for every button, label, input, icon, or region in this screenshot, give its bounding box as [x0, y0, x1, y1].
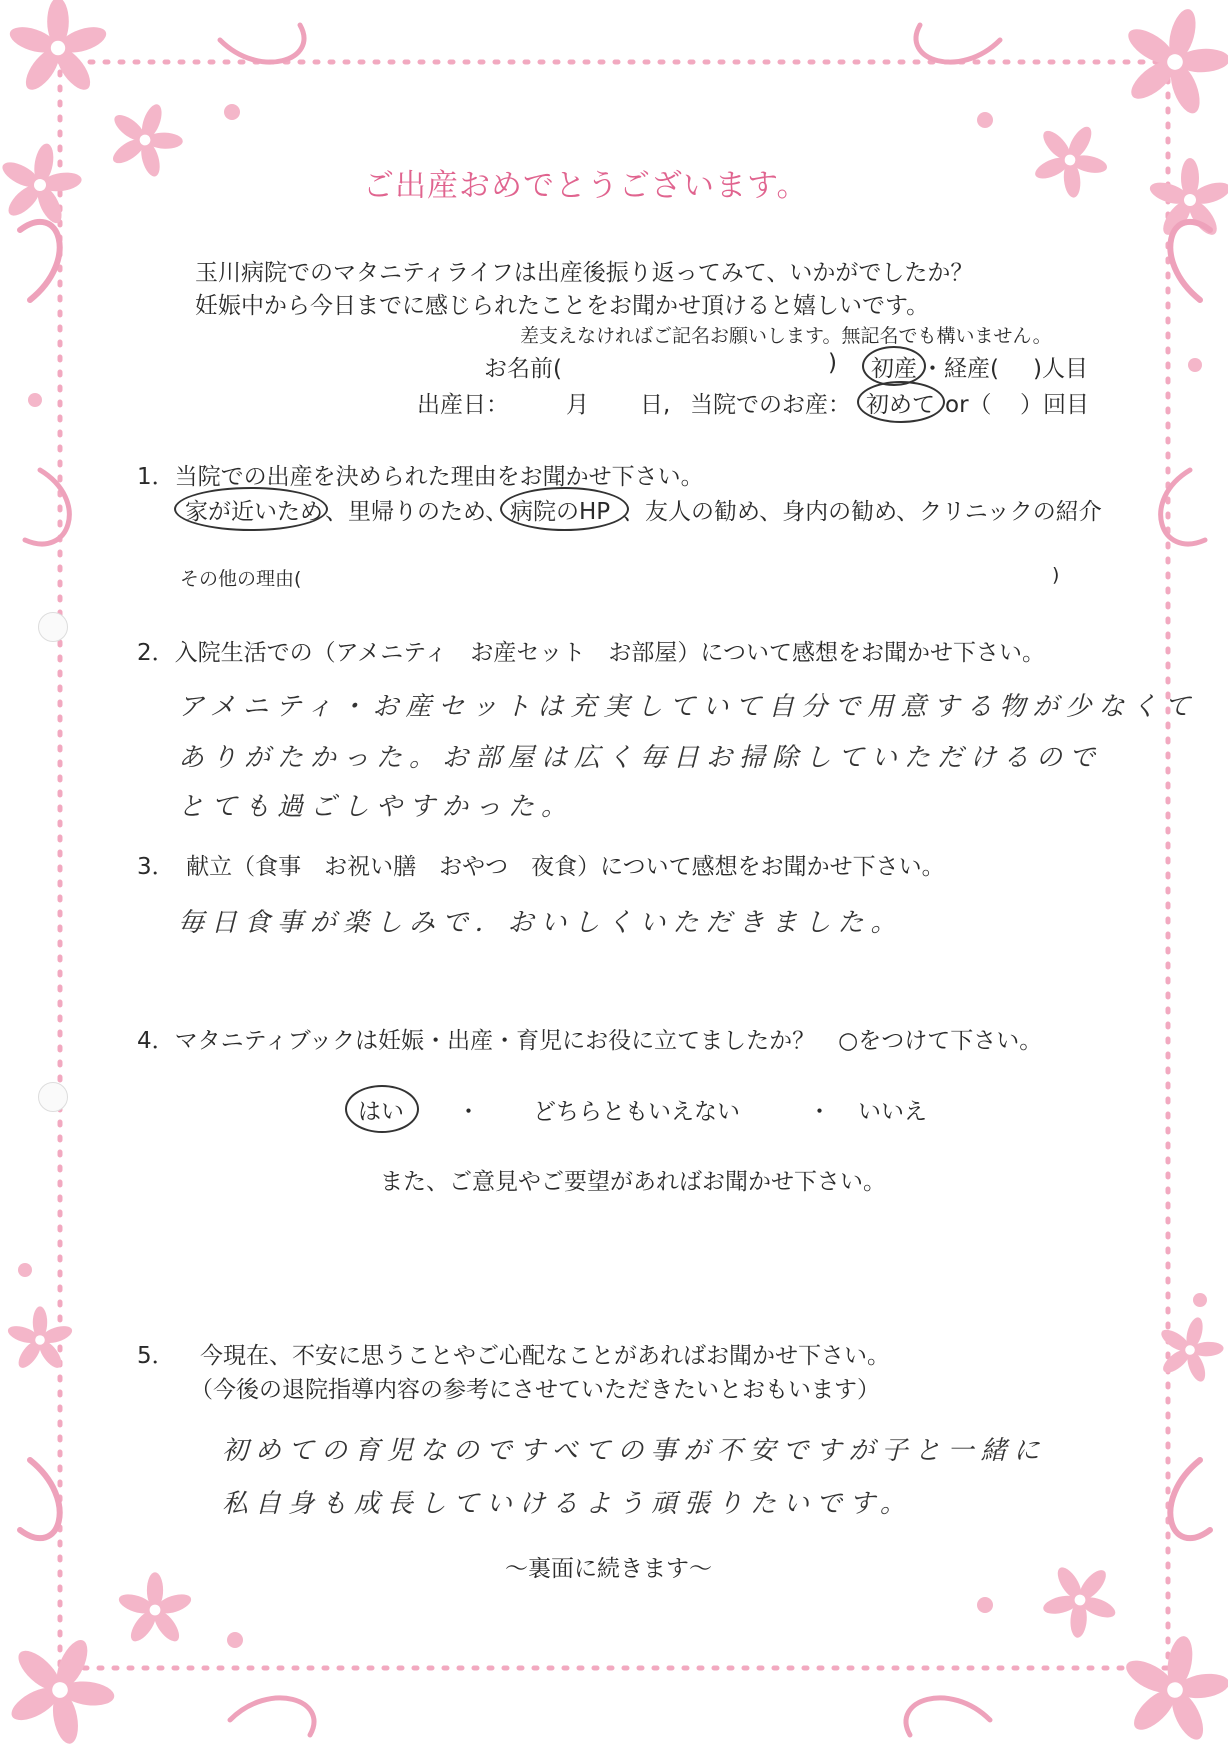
q2-answer-line-2: ありがたかった。お部屋は広く毎日お掃除していただけるので: [178, 743, 1103, 773]
q5-question: 今現在、不安に思うことやご心配なことがあればお聞かせ下さい。: [200, 1343, 890, 1369]
q1-option-others: 、友人の勧め、身内の勧め、クリニックの紹介: [622, 499, 1102, 525]
q5-answer-line-2: 私自身も成長していけるよう頑張りたいです。: [222, 1489, 913, 1519]
q3-question: 3． 献立（食事 お祝い膳 おやつ 夜食）について感想をお聞かせ下さい。: [137, 854, 945, 880]
q2-question: 2．入院生活での（アメニティ お産セット お部屋）について感想をお聞かせ下さい。: [137, 640, 1045, 666]
q1-other-reason-close: ): [1052, 564, 1060, 586]
q5-note: （今後の退院指導内容の参考にさせていただきたいとおもいます）: [190, 1377, 880, 1403]
q4-option-yes: はい: [358, 1099, 404, 1125]
q4-yes-circle-mark: [345, 1085, 419, 1133]
first-birth-option: 初産: [871, 356, 917, 382]
name-label: お名前(: [484, 356, 562, 382]
first-time-option: 初めて: [866, 392, 935, 418]
q5-answer-line-1: 初めての育児なのですべての事が不安ですが子と一緒に: [222, 1436, 1047, 1466]
q1-question: 1．当院での出産を決められた理由をお聞かせ下さい。: [137, 464, 704, 490]
page-title: ご出産おめでとうございます。: [363, 168, 809, 204]
multi-birth-label: ・経産(: [921, 356, 999, 382]
q4-option-no: いいえ: [858, 1099, 927, 1125]
intro-line-2: 妊娠中から今日までに感じられたことをお聞かせ頂けると嬉しいです。: [195, 293, 930, 319]
times-label: ）回目: [1020, 392, 1089, 418]
q1-other-reason-label: その他の理由(: [180, 568, 302, 590]
q1-option-hospital-hp: 病院のHP: [510, 499, 611, 525]
here-birth-label: 当院でのお産：: [690, 392, 851, 418]
birth-day-label: 日,: [640, 392, 671, 418]
q4-question: 4．マタニティブックは妊娠・出産・育児にお役に立てましたか？ ○をつけて下さい。: [137, 1028, 1043, 1054]
multi-birth-count: )人目: [1033, 356, 1088, 382]
punch-hole: [38, 1082, 68, 1112]
name-close: ): [828, 350, 837, 376]
intro-line-1: 玉川病院でのマタニティライフは出産後振り返ってみて、いかがでしたか？: [195, 260, 974, 286]
q1-option-near-home: 家が近いため: [185, 499, 323, 525]
birth-date-label: 出産日：: [417, 392, 509, 418]
q4-separator-2: ・: [808, 1099, 831, 1125]
first-time-circle-mark: [857, 381, 945, 423]
q2-answer-line-1: アメニティ・お産セットは充実していて自分で用意する物が少なくて: [178, 692, 1198, 722]
q1-hospital-hp-circle-mark: [500, 487, 629, 531]
punch-hole: [38, 612, 68, 642]
first-birth-circle-mark: [862, 346, 926, 386]
q4-followup: また、ご意見やご要望があればお聞かせ下さい。: [380, 1169, 886, 1195]
q4-separator-1: ・: [457, 1099, 480, 1125]
q3-answer: 毎日食事が楽しみで．おいしくいただきました。: [178, 908, 904, 938]
continued-on-back: ～裏面に続きます～: [505, 1556, 712, 1582]
q5-number: 5．: [137, 1343, 175, 1369]
birth-month-label: 月: [566, 392, 589, 418]
intro-line-3: 差支えなければご記名お願いします。無記名でも構いません。: [520, 325, 1052, 347]
or-label: or（: [945, 392, 992, 418]
q2-answer-line-3: とても過ごしやすかった。: [178, 792, 575, 822]
q1-option-hometown: 、里帰りのため、: [325, 499, 509, 525]
q4-option-neither: どちらともいえない: [533, 1099, 740, 1125]
q1-near-home-circle-mark: [174, 487, 328, 531]
